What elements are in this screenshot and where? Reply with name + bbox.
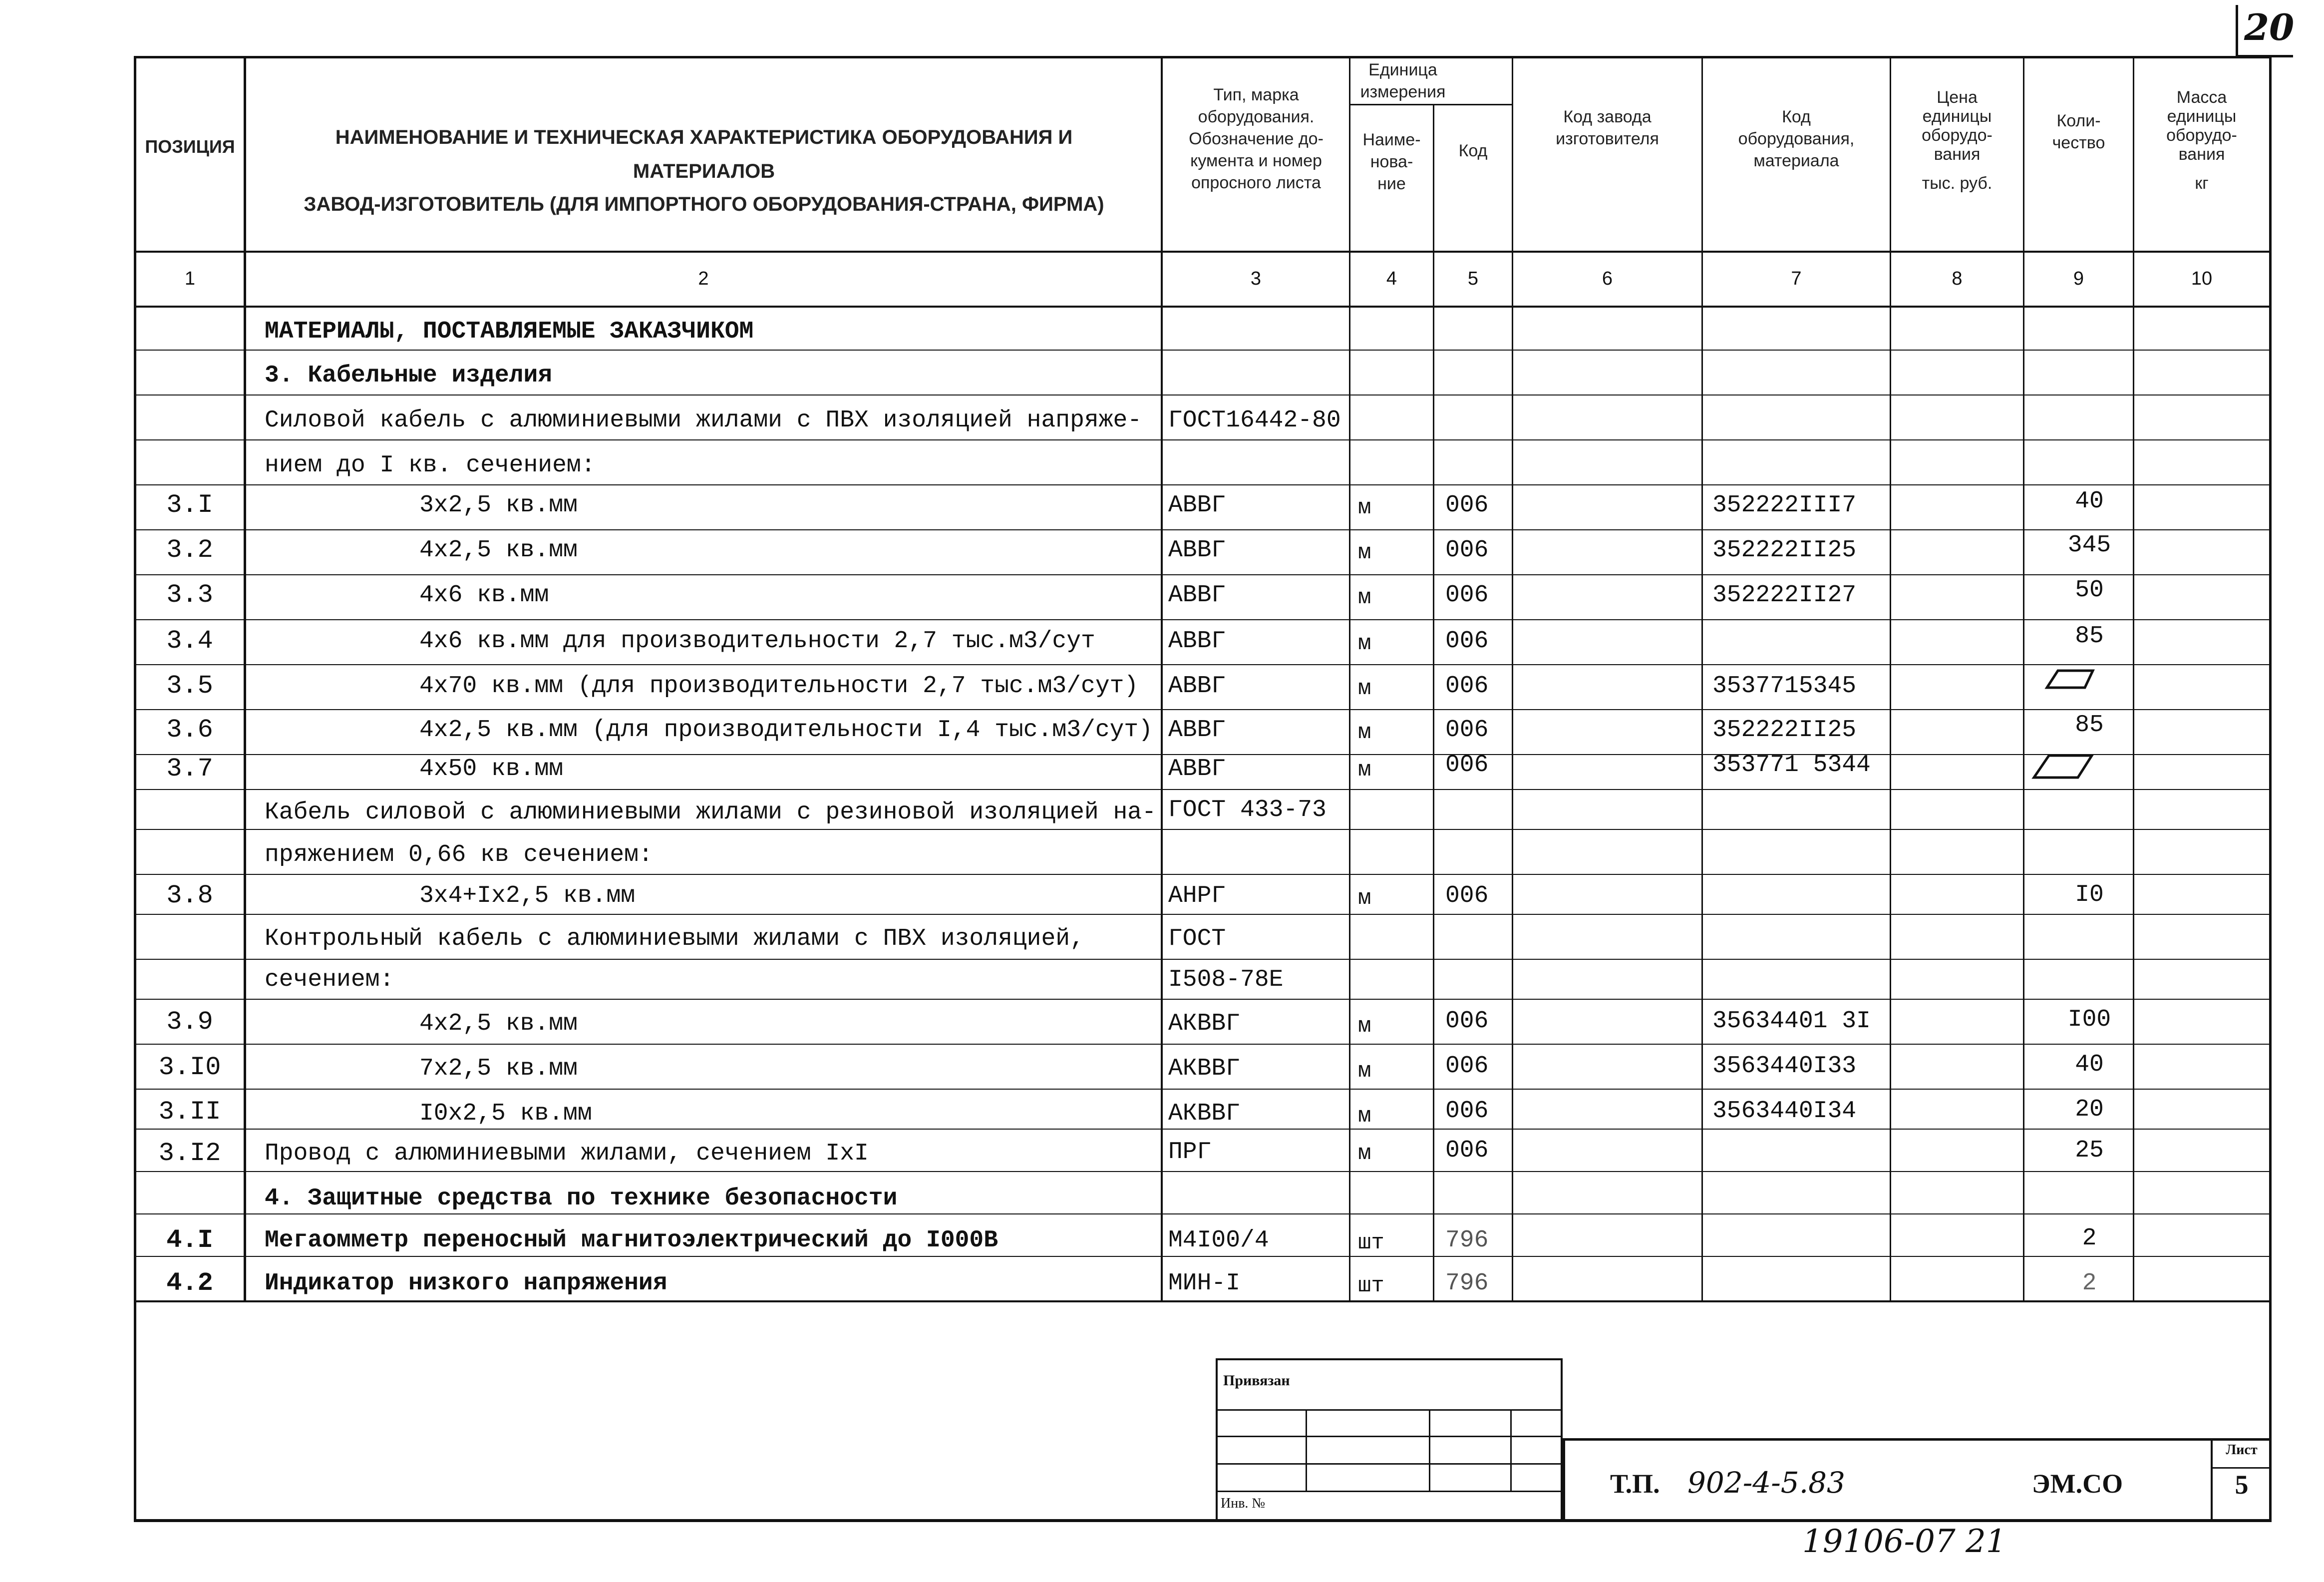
header-unit-code: Код <box>1458 141 1488 160</box>
doc-code-prefix: Т.П. <box>1610 1469 1660 1499</box>
privyazan-label: Привязан <box>1223 1372 1290 1389</box>
doc-mark: ЭМ.СО <box>2032 1469 2123 1499</box>
quantity-dash-mark <box>2027 752 2097 782</box>
page-number: 20 <box>2244 6 2295 48</box>
header-equipment-code: Код оборудования, материала <box>1738 107 1855 170</box>
sheet-number: 5 <box>2235 1470 2249 1500</box>
header-mass: Масса единицы оборудо- вания кг <box>2166 88 2237 193</box>
header-price: Цена единицы оборудо- вания тыс. руб. <box>1922 88 1992 193</box>
inv-number-label: Инв. № <box>1221 1496 1266 1511</box>
doc-code: 902-4-5.83 <box>1687 1466 1845 1500</box>
header-type: Тип, марка оборудования. Обозначение до- кумента и номер опросного листа <box>1189 85 1324 192</box>
quantity-dash-mark <box>2037 667 2097 692</box>
header-factory-code: Код завода изготовителя <box>1556 107 1659 148</box>
archive-number: 19106-07 21 <box>1802 1523 2006 1560</box>
header-position: ПОЗИЦИЯ <box>145 136 235 157</box>
header-quantity: Коли- чество <box>2052 111 2105 152</box>
sheet-label: Лист <box>2226 1442 2258 1458</box>
header-unit-name: Наиме- нова- ние <box>1362 130 1421 193</box>
header-unit-group: Единица измерения <box>1360 60 1446 101</box>
